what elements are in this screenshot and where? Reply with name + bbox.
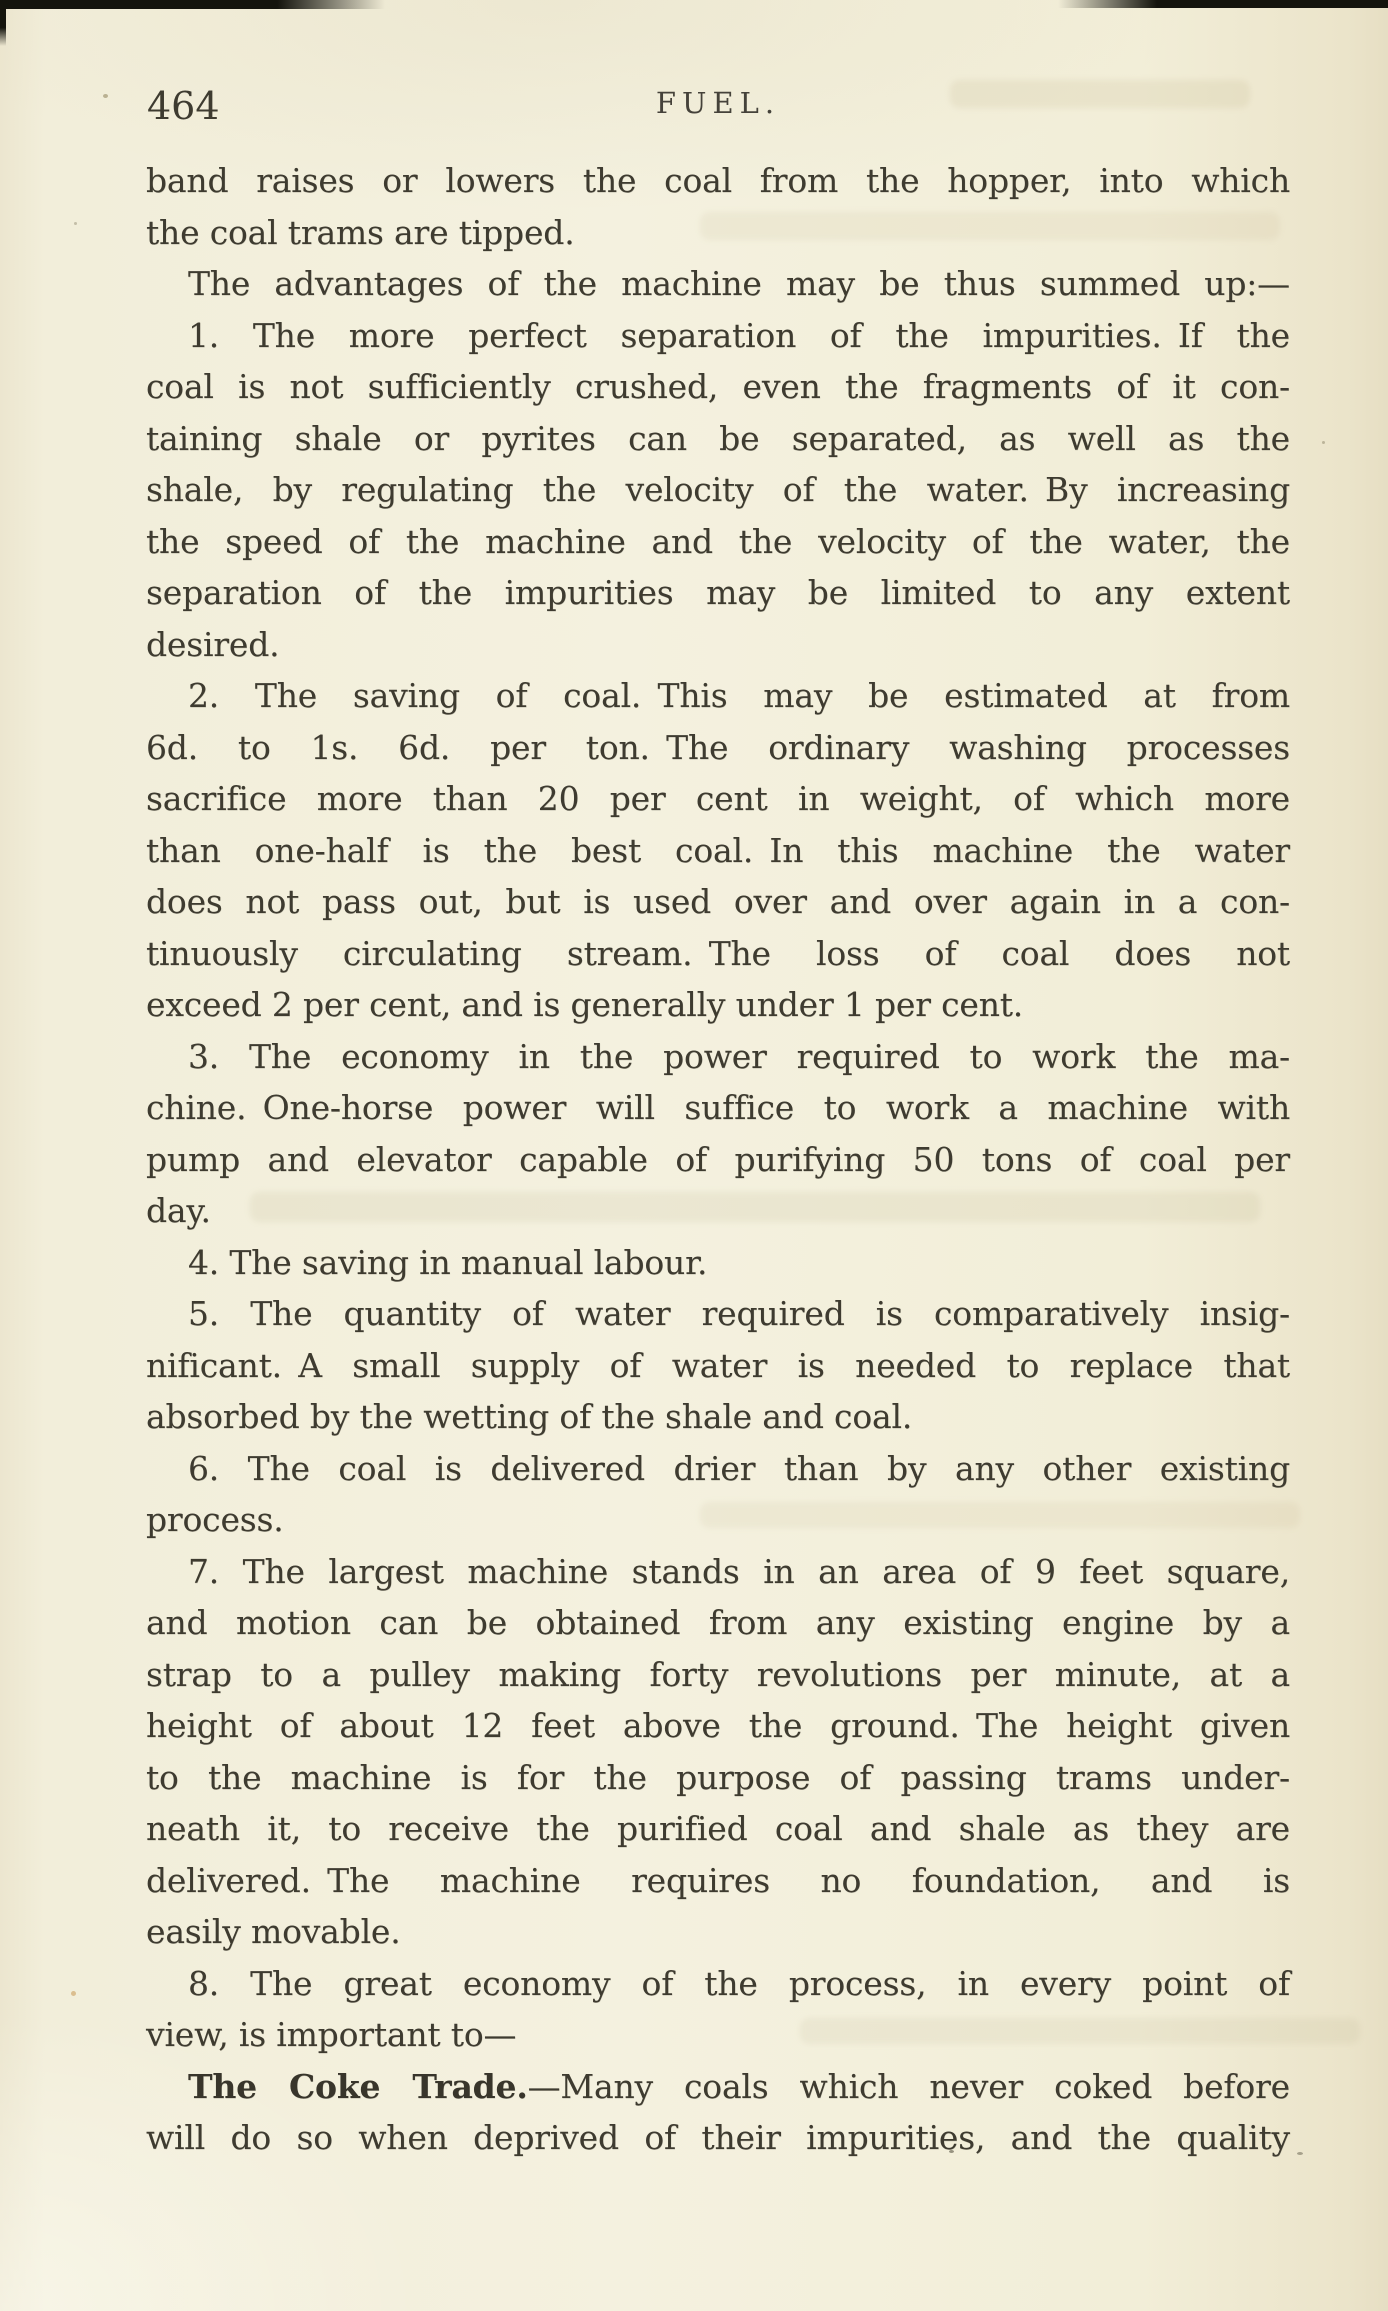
paper-speck	[1322, 441, 1325, 444]
text-line: the speed of the machine and the velocity of the water, the	[146, 521, 1290, 561]
paragraph	[146, 1546, 1290, 1958]
text-line: desired.	[146, 624, 280, 664]
paragraph	[146, 1443, 1290, 1546]
text-line: 3. The economy in the power required to work the ma-	[188, 1036, 1290, 1076]
text-line: separation of the impurities may be limited to any extent	[146, 573, 1290, 612]
paper-speck	[74, 222, 77, 225]
text-line: delivered. The machine requires no foundation, and is	[146, 1860, 1290, 1900]
text-line: the coal trams are tipped.	[146, 212, 575, 252]
paragraph	[146, 1288, 1290, 1443]
text-line: day.	[146, 1191, 211, 1230]
text-line: 7. The largest machine stands in an area of 9 feet square,	[188, 1551, 1290, 1591]
paragraph	[146, 670, 1290, 1031]
scan-edge-left	[0, 0, 6, 46]
text-line: view, is important to—	[146, 2015, 517, 2054]
text-line: 1. The more perfect separation of the impurities. If the	[188, 315, 1290, 355]
text-line: than one-half is the best coal. In this machine the water	[146, 830, 1290, 870]
text-line: easily movable.	[146, 1912, 401, 1951]
scan-edge-top-left	[0, 0, 385, 9]
text-line: and motion can be obtained from any existing engine by a	[146, 1603, 1290, 1642]
scan-edge-top-right	[1058, 0, 1388, 8]
text-line: to the machine is for the purpose of passing trams under-	[146, 1757, 1290, 1797]
paper-speck	[103, 94, 108, 98]
text-line: strap to a pulley making forty revolutions per minute, at a	[146, 1654, 1290, 1694]
text-line: sacrifice more than 20 per cent in weight, of which more	[146, 779, 1290, 818]
bold-lead: The Coke Trade.	[188, 2066, 528, 2106]
text-line: 2. The saving of coal. This may be estimated at from	[188, 676, 1290, 715]
text-line: 6d. to 1s. 6d. per ton. The ordinary washing processes	[146, 727, 1290, 767]
text-line: band raises or lowers the coal from the hopper, into which	[146, 161, 1290, 200]
text-line: neath it, to receive the purified coal and shale as they are	[146, 1809, 1290, 1848]
text-line: 4. The saving in manual labour.	[188, 1242, 708, 1282]
paragraph	[146, 1958, 1290, 2061]
text-line: taining shale or pyrites can be separated, as well as the	[146, 418, 1290, 458]
paper-speck	[1297, 2152, 1303, 2155]
paper-speck	[71, 1991, 76, 1996]
text-line: exceed 2 per cent, and is generally under 1 per cent.	[146, 985, 1024, 1024]
text-line: 8. The great economy of the process, in every point of	[188, 1963, 1290, 2003]
text-line: process.	[146, 1500, 284, 1539]
paragraph	[146, 258, 1290, 310]
text-line: 5. The quantity of water required is comparatively insig-	[188, 1294, 1290, 1333]
text-line: tinuously circulating stream. The loss of coal does not	[146, 933, 1290, 973]
text-line: coal is not sufficiently crushed, even the fragments of it con-	[146, 367, 1290, 406]
paragraph	[146, 310, 1290, 671]
text-line: The advantages of the machine may be thus summed up:—	[188, 264, 1290, 303]
paragraph	[146, 1237, 1290, 1289]
text-line: absorbed by the wetting of the shale and coal.	[146, 1397, 913, 1436]
page-text	[146, 155, 1290, 2164]
paragraph	[146, 155, 1290, 258]
text-line: 6. The coal is delivered drier than by any other existing	[188, 1448, 1290, 1488]
text-line: height of about 12 feet above the ground. The height given	[146, 1706, 1290, 1745]
page-number: 464	[147, 84, 220, 128]
paragraph	[146, 2061, 1290, 2164]
text-line: does not pass out, but is used over and over again in a con-	[146, 882, 1290, 921]
text-line: pump and elevator capable of purifying 50 tons of coal per	[146, 1139, 1290, 1179]
text-line: chine. One-horse power will suffice to work a machine with	[146, 1088, 1290, 1127]
paragraph	[146, 1031, 1290, 1237]
running-header: FUEL.	[655, 86, 781, 120]
text-line: The Coke Trade.—Many coals which never coked before	[188, 2066, 1290, 2106]
text-line: nificant. A small supply of water is needed to replace that	[146, 1345, 1290, 1385]
text-line: shale, by regulating the velocity of the water. By increasing	[146, 470, 1290, 509]
text-line: will do so when deprived of their impurities, and the quality	[146, 2118, 1290, 2157]
